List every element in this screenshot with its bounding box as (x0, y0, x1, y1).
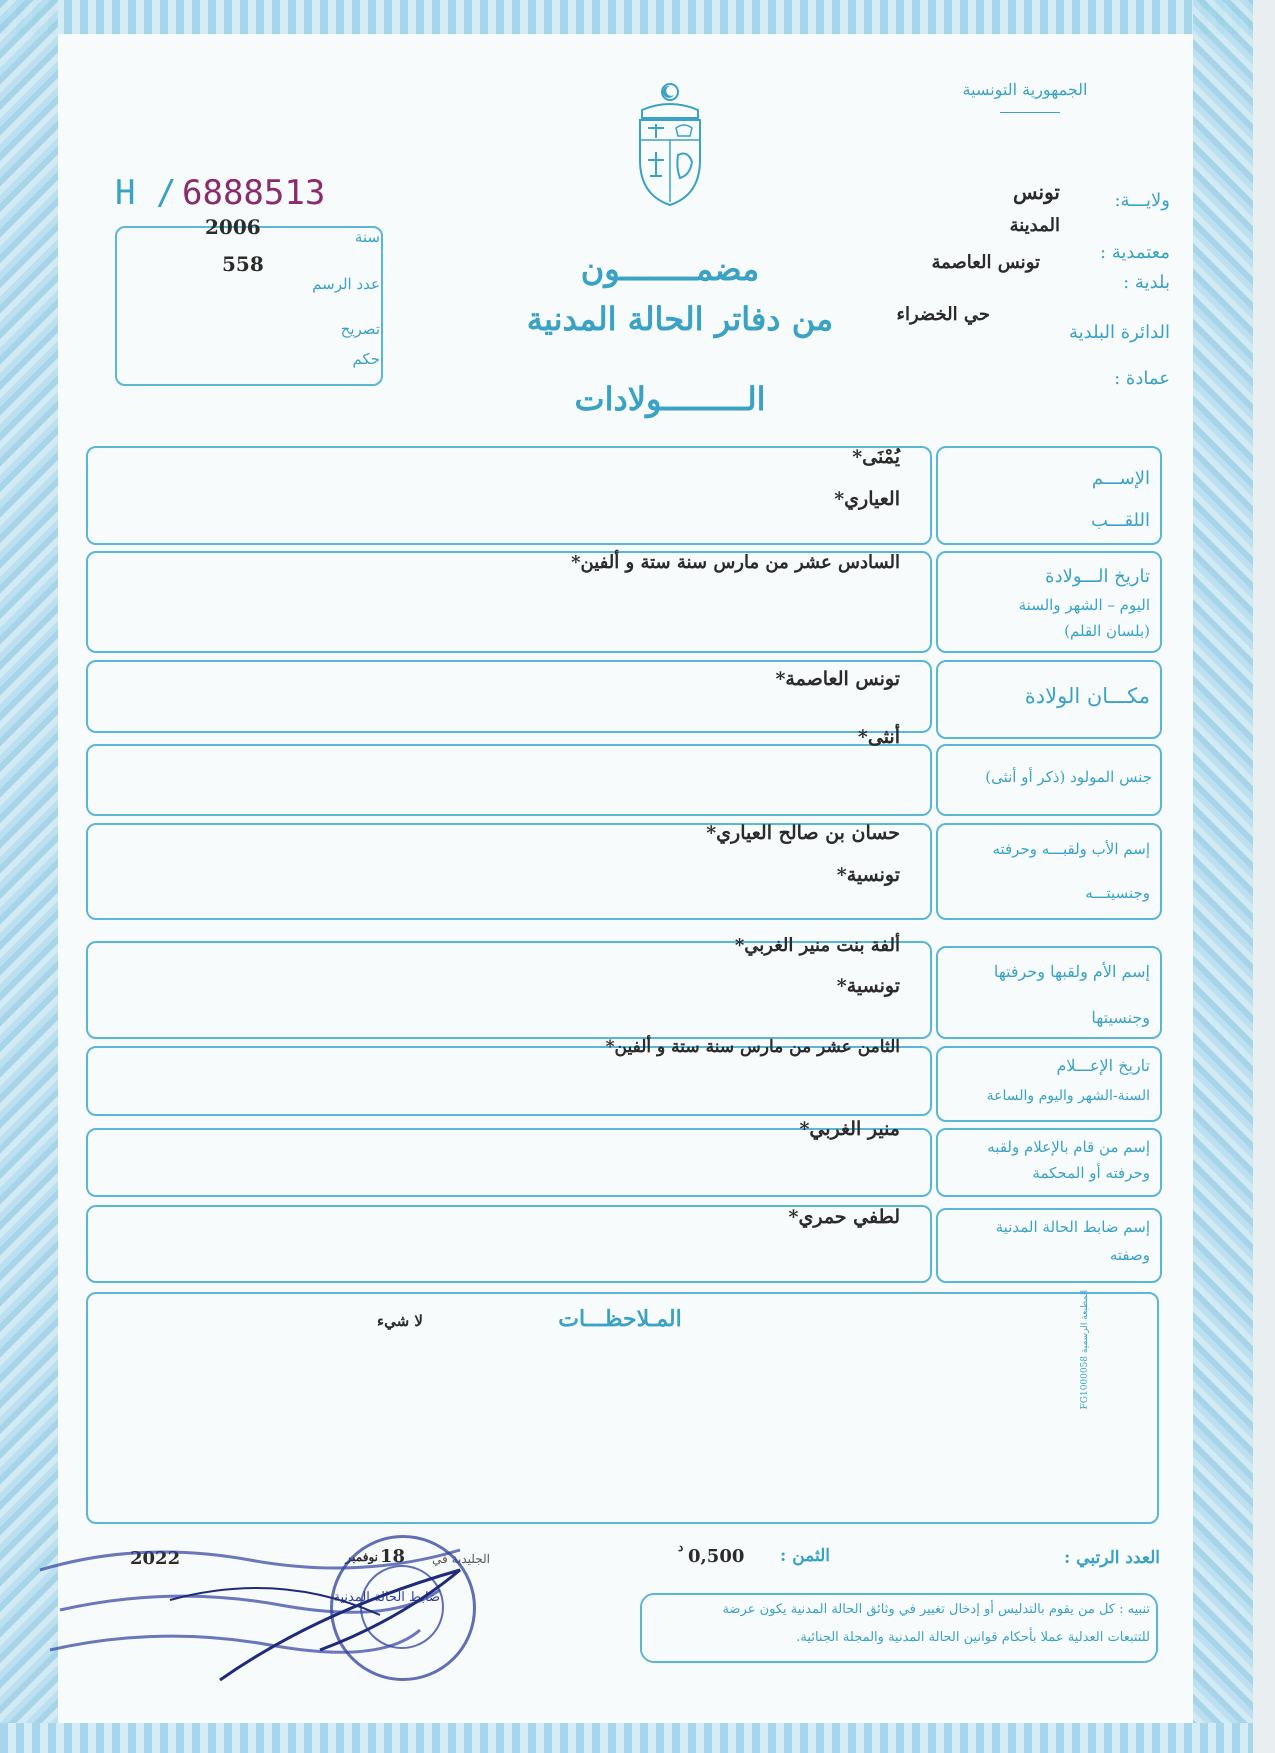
label-box-father (936, 823, 1162, 920)
wilaya-label: ولايـــة: (1114, 190, 1170, 211)
year-value: 2006 (205, 215, 261, 239)
row-label: مكـــان الولادة (1024, 684, 1150, 708)
row-label: إسم الأب ولقبـــه وحرفته (992, 840, 1150, 858)
judgment-label: حكم (352, 350, 380, 368)
row-label: الإســـم (1091, 468, 1150, 489)
year-label: سنة (354, 228, 380, 246)
row-label: إسم ضابط الحالة المدنية (995, 1218, 1150, 1236)
father-name-value: حسان بن صالح العياري* (706, 822, 900, 844)
mutamadiya-label: معتمدية : (1099, 242, 1170, 263)
row-label: وجنسيتها (1091, 1008, 1150, 1027)
declaration-label: تصريح (340, 320, 380, 338)
child-last-name: العياري* (834, 488, 900, 510)
row-label: إسم الأم ولقبها وحرفتها (993, 962, 1150, 981)
officer-signature-label: ضابط الحالة المدنية (333, 1590, 440, 1605)
birth-date-value: السادس عشر من مارس سنة ستة و ألفين* (571, 552, 900, 573)
value-box-sex (86, 744, 932, 816)
row-label: تاريخ الـــولادة (1045, 566, 1150, 587)
date-year: 2022 (130, 1548, 181, 1569)
decorative-border-bottom (0, 1723, 1275, 1753)
father-nationality-value: تونسية* (836, 864, 900, 886)
daira-value: حي الخضراء (896, 304, 990, 325)
declarant-value: منير الغربي* (799, 1118, 900, 1140)
extract-title: مضمــــــــون (580, 250, 760, 288)
wilaya-value: تونس (1013, 180, 1060, 204)
serial-prefix: H / (115, 173, 177, 213)
price-unit: د (678, 1540, 684, 1554)
coat-of-arms-icon (630, 80, 710, 210)
baladiya-label: بلدية : (1123, 272, 1170, 293)
baladiya-value: تونس العاصمة (931, 252, 1040, 273)
row-label: وجنسيتـــه (1085, 884, 1150, 902)
declaration-date-value: الثامن عشر من مارس سنة ستة و ألفين* (605, 1037, 900, 1057)
price-label: الثمن : (780, 1546, 830, 1566)
serial-number: 6888513 (182, 173, 326, 213)
row-label: وصفته (1109, 1246, 1150, 1264)
birth-place-value: تونس العاصمة* (775, 668, 900, 690)
row-label: إسم من قام بالإعلام ولقبه (987, 1138, 1150, 1156)
number-label: عدد الرسم (312, 275, 380, 293)
warning-line-1: تنبيه : كل من يقوم بالتدليس أو إدخال تغيير في وثائق الحالة المدنية يكون عرضة (722, 1602, 1150, 1617)
officer-value: لطفي حمري* (788, 1206, 900, 1228)
mother-name-value: ألفة بنت منير الغربي* (734, 935, 900, 956)
decorative-border-left (0, 0, 58, 1753)
notes-value: لا شيء (377, 1312, 423, 1330)
serial-order-label: العدد الرتبي : (1063, 1548, 1160, 1568)
registers-title: من دفاتر الحالة المدنية (526, 300, 834, 338)
signature-icon (20, 1530, 480, 1690)
row-label: السنة-الشهر واليوم والساعة (986, 1088, 1150, 1104)
side-print: المطبعة الرسمية FG1000058 (1080, 1290, 1090, 1410)
divider (1000, 112, 1060, 113)
decorative-border-right (1193, 0, 1253, 1753)
imada-label: عمادة : (1114, 368, 1170, 389)
child-first-name: يُمْنَى* (852, 446, 900, 468)
births-title: الـــــــــولادات (574, 380, 766, 418)
republic-title: الجمهورية التونسية (962, 80, 1088, 99)
date-month: نوفمبر (345, 1550, 378, 1564)
date-label: الجليدية في (432, 1552, 490, 1566)
row-label: تاريخ الإعـــلام (1056, 1056, 1150, 1075)
mutamadiya-value: المدينة (1009, 215, 1060, 236)
row-label: جنس المولود (ذكر أو أنثى) (985, 768, 1152, 786)
warning-line-2: للتتبعات العدلية عملا بأحكام قوانين الحالة المدنية والمجلة الجنائية. (796, 1630, 1150, 1645)
paper-edge (1253, 0, 1275, 1753)
notes-label: المـلاحظـــات (558, 1306, 682, 1332)
row-label: اللقـــب (1090, 510, 1150, 531)
mother-nationality-value: تونسية* (836, 975, 900, 997)
number-value: 558 (222, 252, 264, 276)
date-day: 18 (380, 1546, 406, 1567)
row-label: اليوم – الشهر والسنة (1018, 596, 1150, 614)
row-label: (بلسان القلم) (1064, 622, 1150, 640)
decorative-border-top (0, 0, 1275, 34)
daira-label: الدائرة البلدية (1068, 322, 1170, 343)
row-label: وحرفته أو المحكمة (1032, 1164, 1150, 1182)
price-value: 0,500 (688, 1546, 745, 1567)
sex-value: أنثى* (857, 726, 900, 748)
